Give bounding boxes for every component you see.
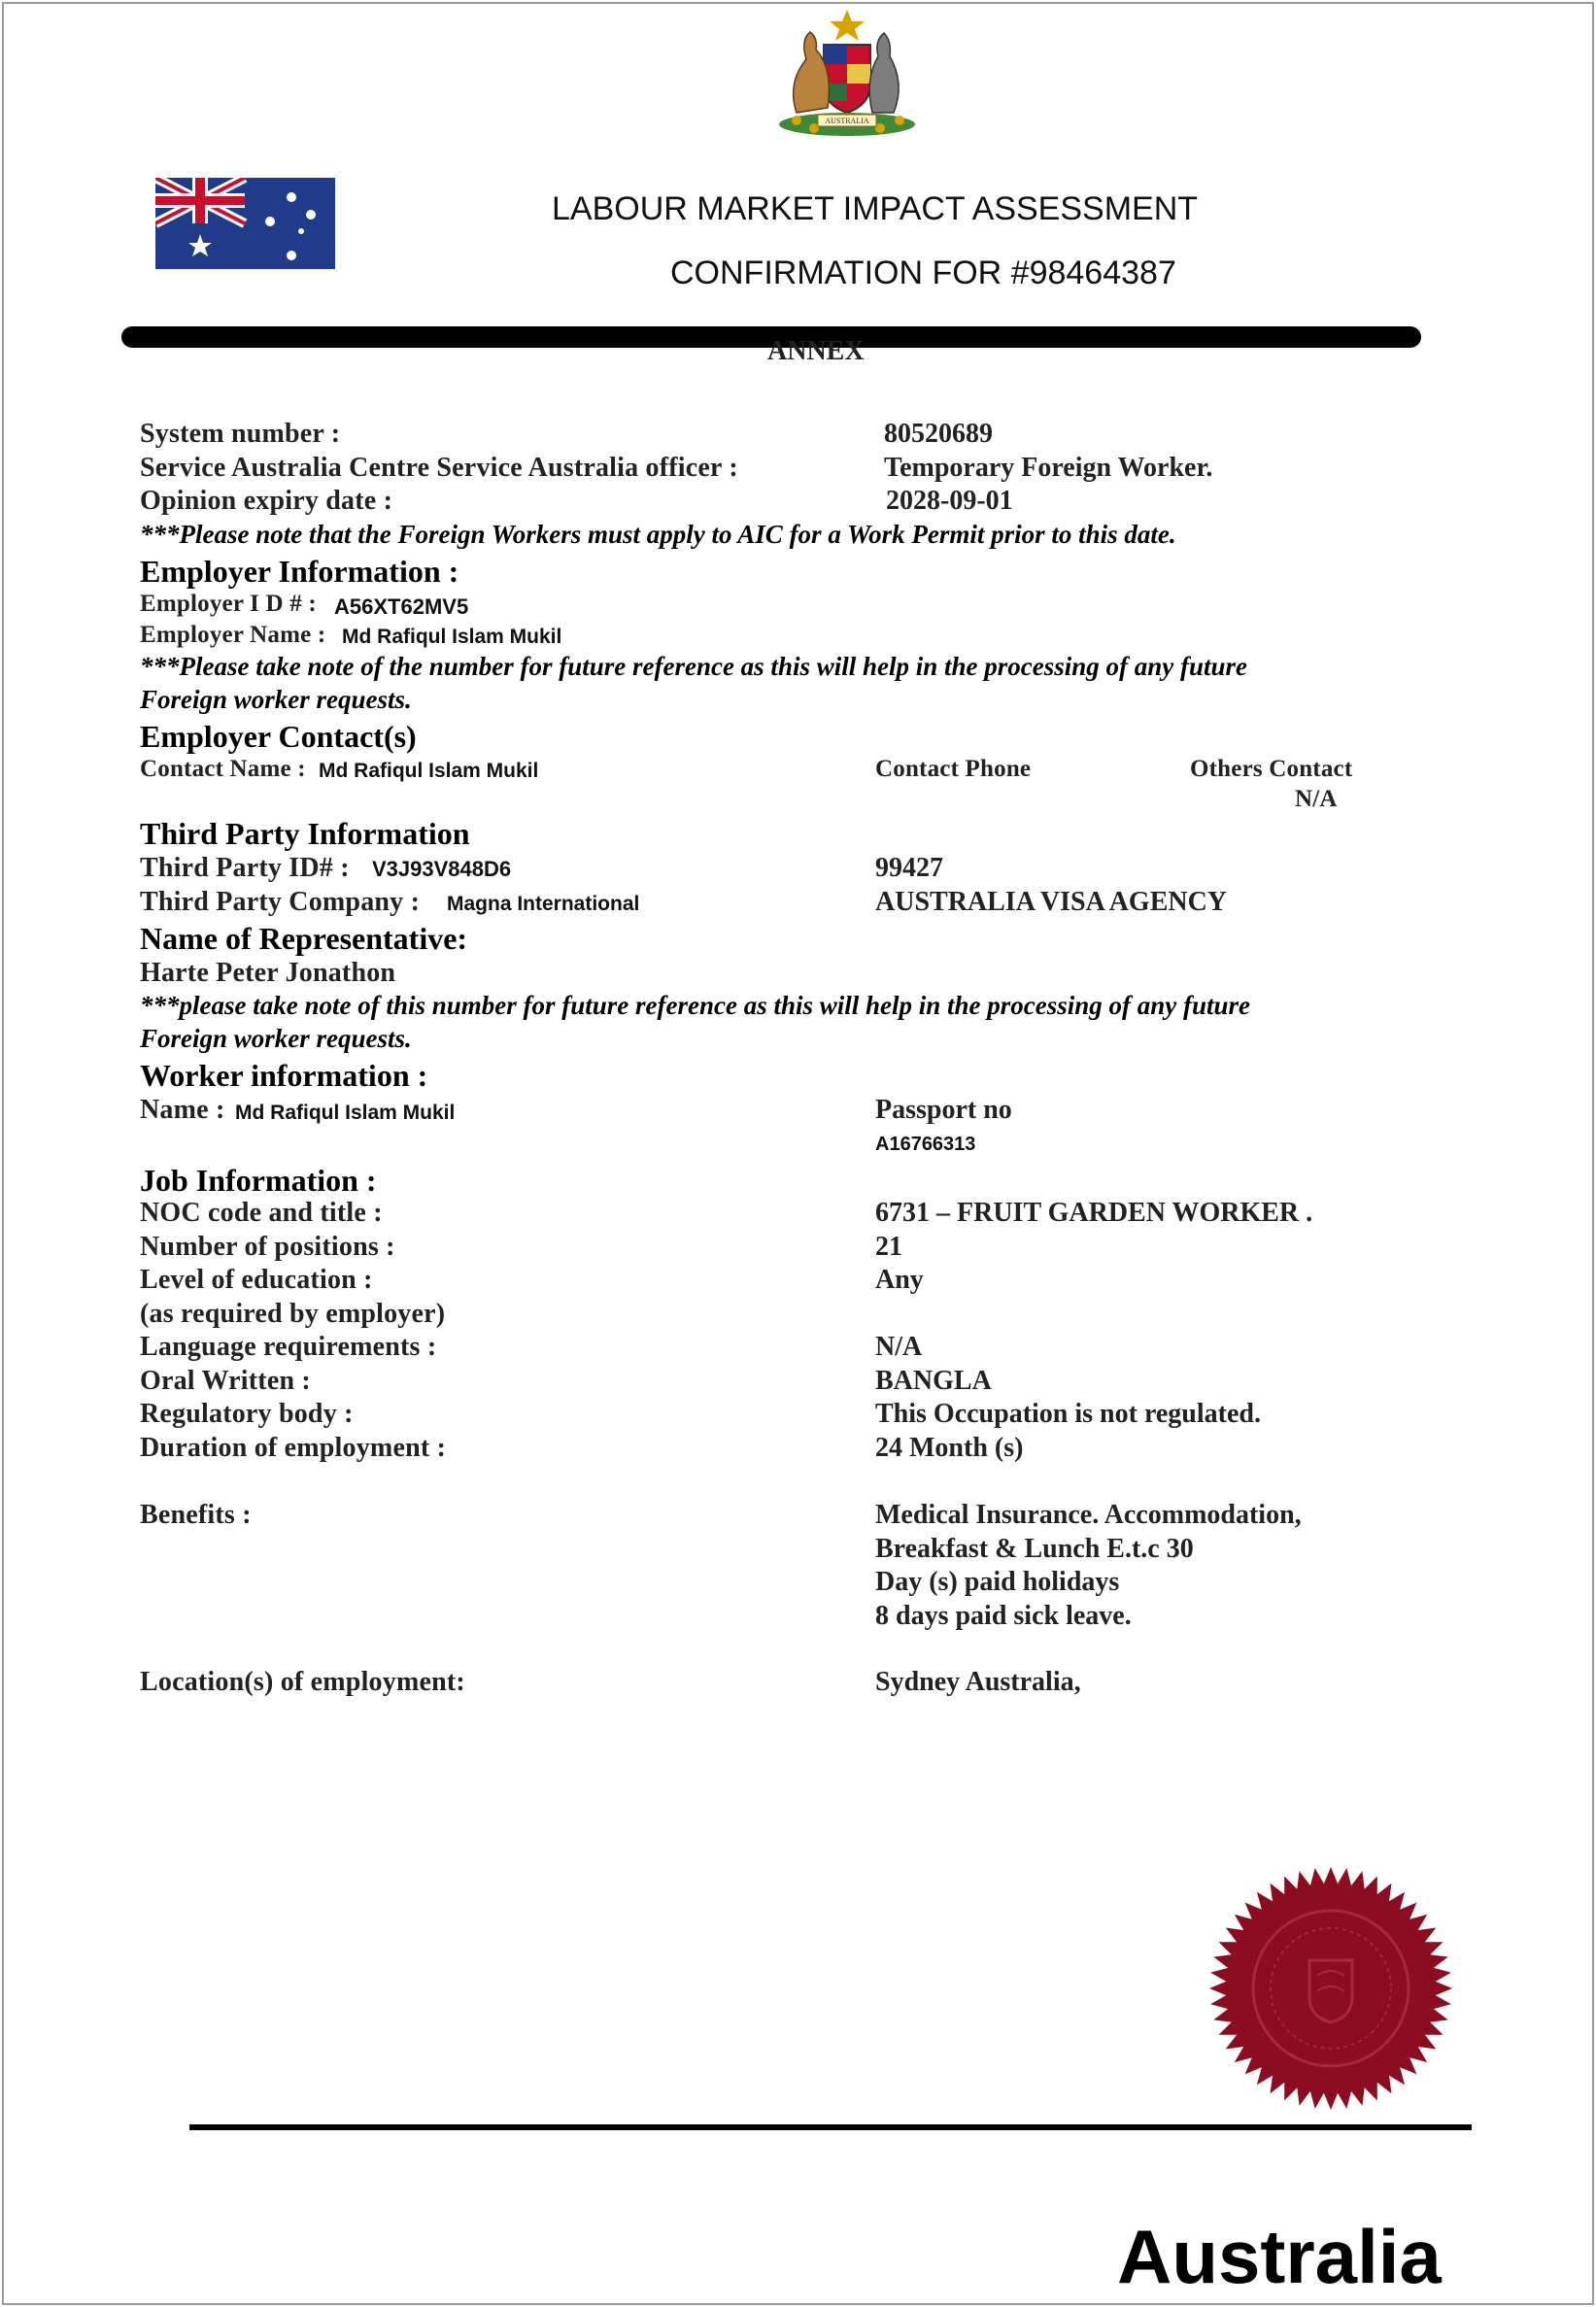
coat-of-arms-icon	[758, 6, 937, 142]
benefits-line: 8 days paid sick leave.	[875, 1601, 1132, 1631]
education-label: Level of education :	[140, 1265, 373, 1295]
noc-value: 6731 – FRUIT GARDEN WORKER .	[875, 1198, 1313, 1228]
third-party-id-label: Third Party ID# :	[140, 853, 350, 883]
representative-heading: Name of Representative:	[140, 921, 468, 956]
others-contact-value: N/A	[1295, 786, 1338, 812]
footer-country: Australia	[1117, 2214, 1442, 2299]
education-value: Any	[875, 1265, 924, 1295]
regulatory-label: Regulatory body :	[140, 1399, 354, 1429]
confirmation-number: CONFIRMATION FOR #98464387	[670, 254, 1176, 291]
third-party-company-label: Third Party Company :	[140, 887, 421, 917]
worker-name-value: Md Rafiqul Islam Mukil	[235, 1102, 456, 1124]
employer-name-value: Md Rafiqul Islam Mukil	[342, 626, 562, 648]
duration-label: Duration of employment :	[140, 1433, 447, 1463]
work-permit-note: ***Please note that the Foreign Workers must apply to AIC for a Work Permit prior to this date.	[140, 520, 1176, 549]
system-number-label: System number :	[140, 419, 341, 449]
officer-label: Service Australia Centre Service Australia officer :	[140, 453, 738, 483]
emblem-motto: AUSTRALIA	[825, 117, 869, 125]
contact-phone-label: Contact Phone	[875, 756, 1032, 782]
language-value: N/A	[875, 1332, 923, 1362]
third-party-company-value: Magna International	[447, 893, 640, 915]
benefits-line: Day (s) paid holidays	[875, 1567, 1120, 1597]
third-party-id-value: V3J93V848D6	[372, 857, 512, 881]
worker-name-label: Name :	[140, 1095, 225, 1125]
expiry-label: Opinion expiry date :	[140, 486, 393, 516]
employer-name-label: Employer Name :	[140, 622, 326, 648]
benefits-line: Breakfast & Lunch E.t.c 30	[875, 1534, 1194, 1564]
benefits-line: Medical Insurance. Accommodation,	[875, 1500, 1302, 1530]
positions-label: Number of positions :	[140, 1232, 395, 1262]
benefits-label: Benefits :	[140, 1500, 252, 1530]
document-title: LABOUR MARKET IMPACT ASSESSMENT	[552, 190, 1199, 227]
positions-value: 21	[875, 1232, 902, 1262]
noc-label: NOC code and title :	[140, 1198, 383, 1228]
job-heading: Job Information :	[140, 1163, 377, 1198]
regulatory-value: This Occupation is not regulated.	[875, 1399, 1261, 1429]
footer-rule	[189, 2124, 1472, 2130]
red-wax-seal-icon	[1205, 1855, 1457, 2122]
employer-heading: Employer Information :	[140, 554, 459, 589]
contact-name-label: Contact Name :	[140, 756, 306, 782]
duration-value: 24 Month (s)	[875, 1433, 1024, 1463]
third-party-note-line1: ***please take note of this number for future reference as this will help in the processing of any future	[140, 991, 1251, 1020]
contacts-heading: Employer Contact(s)	[140, 719, 417, 754]
language-label: Language requirements :	[140, 1332, 437, 1362]
employer-id-label: Employer I D # :	[140, 591, 317, 617]
representative-name: Harte Peter Jonathon	[140, 958, 396, 988]
annex-label: ANNEX	[767, 336, 865, 366]
oral-written-value: BANGLA	[875, 1366, 992, 1396]
employer-note-line1: ***Please take note of the number for future reference as this will help in the processing of any future	[140, 652, 1248, 681]
officer-value: Temporary Foreign Worker.	[884, 453, 1213, 483]
location-value: Sydney Australia,	[875, 1667, 1081, 1697]
passport-label: Passport no	[875, 1095, 1012, 1125]
australian-flag-icon	[155, 178, 335, 269]
location-label: Location(s) of employment:	[140, 1667, 465, 1697]
third-party-id-right: 99427	[875, 853, 943, 883]
expiry-value: 2028-09-01	[886, 486, 1013, 516]
system-number-value: 80520689	[884, 419, 993, 449]
third-party-agency: AUSTRALIA VISA AGENCY	[875, 887, 1228, 917]
others-contact-label: Others Contact	[1190, 756, 1353, 782]
third-party-note-line2: Foreign worker requests.	[140, 1024, 412, 1053]
oral-written-label: Oral Written :	[140, 1366, 311, 1396]
education-note: (as required by employer)	[140, 1299, 446, 1329]
passport-value: A16766313	[875, 1134, 976, 1155]
employer-id-value: A56XT62MV5	[334, 594, 469, 619]
employer-note-line2: Foreign worker requests.	[140, 685, 412, 714]
third-party-heading: Third Party Information	[140, 816, 470, 851]
worker-heading: Worker information :	[140, 1058, 428, 1093]
contact-name-value: Md Rafiqul Islam Mukil	[319, 760, 539, 782]
